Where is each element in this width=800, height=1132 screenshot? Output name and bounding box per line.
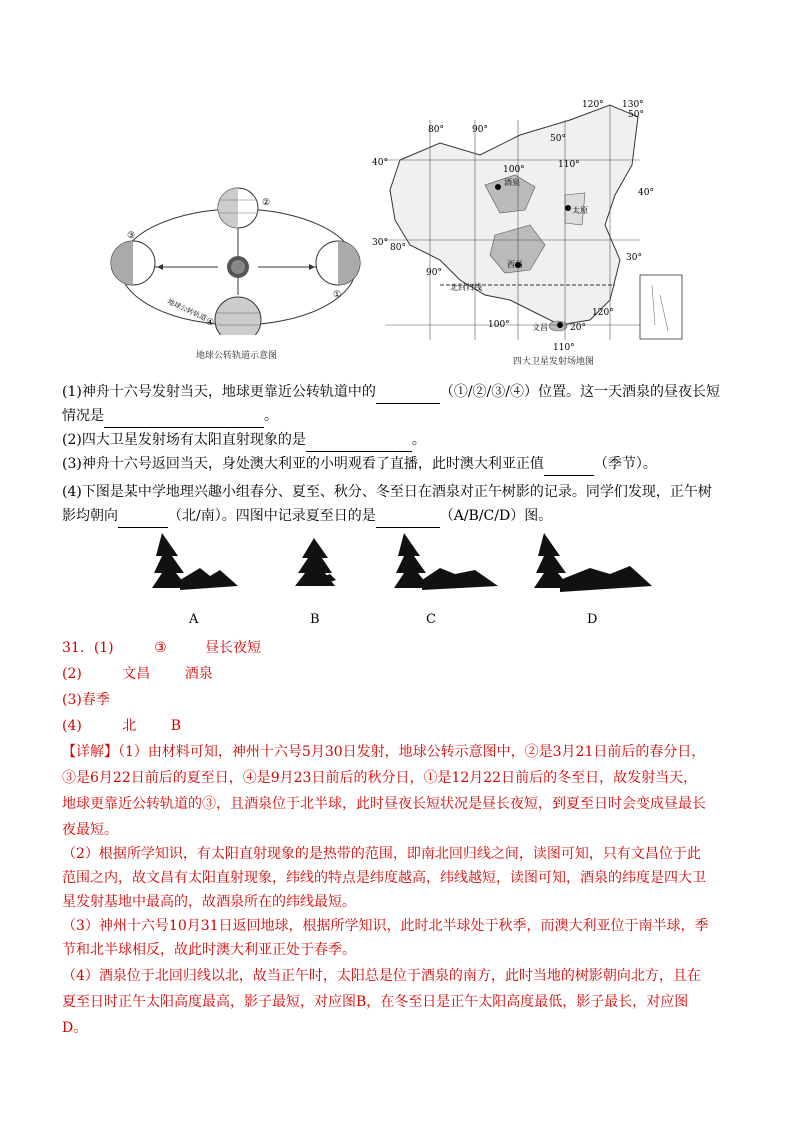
map-caption: 四大卫星发射场地图	[513, 357, 595, 367]
tree-c	[394, 533, 498, 590]
explanation-line-8: （3）神州十六号10月31日返回地球，根据所学知识，此时北半球处于秋季，而澳大利亚位于南半球，季	[62, 918, 709, 934]
q3-blank[interactable]	[544, 459, 594, 476]
earth-position-2	[218, 188, 258, 228]
answer-1-daylength: 昼长夜短	[205, 640, 262, 656]
launch-site-map	[370, 95, 700, 365]
lon-label-120-south: 120°	[592, 308, 614, 318]
q4-text-a: 影均朝向	[62, 508, 118, 524]
q4-text-b: （北/南）。四图中记录夏至日的是	[168, 508, 376, 524]
explanation-line-11: 夏至日时正午太阳高度最高，影子最短，对应图B，在冬至日是正午太阳高度最低，影子最长，对应图	[62, 994, 689, 1010]
q1-text-a: (1)神舟十六号发射当天，地球更靠近公转轨道中的	[62, 384, 376, 400]
position-label-4: ④	[206, 318, 215, 328]
answer-1-number: 31．(1)	[62, 640, 114, 656]
q2-text-a: (2)四大卫星发射场有太阳直射现象的是	[62, 432, 306, 448]
position-label-1: ①	[333, 290, 342, 300]
q3-text-b: （季节）。	[593, 456, 657, 472]
site-label-jiuquan: 酒泉	[504, 178, 520, 187]
q1-blank-daylength[interactable]	[104, 411, 264, 428]
explanation-line-12: D。	[62, 1020, 88, 1036]
lat-label-50-east: 50°	[628, 110, 644, 120]
explanation-line-4: 夜最短。	[62, 822, 118, 838]
lon-label-100-south: 100°	[488, 320, 510, 330]
explanation-line-2: ③是6月22日前后的夏至日，④是9月23日前后的秋分日，①是12月22日前后的冬至日，故发射当天，	[62, 770, 698, 786]
tree-label-b: B	[310, 612, 320, 627]
lon-label-120: 120°	[582, 100, 604, 110]
question-4-line-1: (4)下图是某中学地理兴趣小组春分、夏至、秋分、冬至日在酒泉对正午树影的记录。同学们发现，正午树	[62, 484, 712, 500]
south-china-sea-inset	[640, 275, 682, 339]
orbit-caption: 地球公转轨道示意图	[196, 351, 278, 361]
explanation-line-1: 【详解】（1）由材料可知，神州十六号5月30日发射，地球公转示意图中，②是3月21日前后的春分日，	[62, 744, 706, 760]
lat-label-30: 30°	[372, 238, 388, 248]
earth-position-4	[215, 297, 261, 335]
tree-shadow-figure	[140, 528, 660, 608]
lat-label-20: 20°	[570, 323, 586, 333]
question-1-line-2	[62, 404, 278, 428]
earth-position-3	[111, 241, 155, 285]
q1-text-b: （①/②/③/④）位置。这一天酒泉的昼夜长短	[439, 384, 720, 400]
tree-label-d: D	[587, 612, 598, 627]
question-1-line-1	[62, 380, 720, 404]
lon-label-90-south: 90°	[426, 268, 442, 278]
answer-4-value-2: B	[170, 718, 182, 734]
tree-label-a: A	[189, 612, 199, 627]
q4-blank-direction[interactable]	[118, 511, 168, 528]
answer-2-value-2: 酒泉	[184, 666, 213, 682]
answer-4-number: (4)	[62, 718, 82, 734]
q2-blank[interactable]	[306, 435, 412, 452]
explanation-line-9: 节和北半球相反，故此时澳大利亚正处于春季。	[62, 942, 356, 958]
explanation-line-6: 范围之内，故文昌有太阳直射现象，纬线的特点是纬度越高，纬线越短，读图可知，酒泉的纬度是四大卫	[62, 870, 706, 886]
lon-label-80-south: 80°	[390, 243, 406, 253]
site-label-taiyuan: 太原	[572, 206, 588, 215]
lon-label-130: 130°	[622, 100, 644, 110]
answer-4	[62, 714, 181, 738]
lon-label-110-south: 110°	[553, 343, 575, 353]
answer-4-value-1: 北	[122, 718, 137, 734]
q2-text-b: 。	[411, 432, 426, 448]
lon-label-80: 80°	[428, 125, 444, 135]
tree-label-c: C	[426, 612, 436, 627]
lon-label-90: 90°	[472, 125, 488, 135]
question-4-line-2	[62, 504, 552, 528]
lat-label-50: 50°	[550, 134, 566, 144]
explanation-line-10: （4）酒泉位于北回归线以北，故当正午时，太阳总是位于酒泉的南方，此时当地的树影朝向北方，且在	[62, 968, 701, 984]
site-label-wenchang: 文昌	[532, 323, 548, 332]
orbit-label: 地球公转轨道	[166, 297, 208, 323]
answer-2	[62, 662, 213, 686]
lat-label-30-east: 30°	[626, 253, 642, 263]
answer-2-value-1: 文昌	[122, 666, 151, 682]
q4-blank-figure[interactable]	[376, 511, 440, 528]
position-label-3: ③	[127, 231, 136, 241]
q3-text-a: (3)神舟十六号返回当天，身处澳大利亚的小明观看了直播，此时澳大利亚正值	[62, 456, 544, 472]
answer-3: (3)春季	[62, 692, 110, 708]
q1-text-d: 。	[264, 408, 278, 424]
tree-d	[534, 533, 652, 592]
answer-1	[62, 636, 261, 660]
question-3	[62, 452, 657, 476]
site-label-xichang: 西昌	[507, 260, 523, 269]
explanation-line-5: （2）根据所学知识，有太阳直射现象的是热带的范围，即南北回归线之间，读图可知，只有文昌位于此	[62, 846, 701, 862]
q4-text-c: （A/B/C/D）图。	[439, 508, 553, 524]
earth-position-1	[316, 241, 360, 285]
explanation-line-3: 地球更靠近公转轨道的③，且酒泉位于北半球，此时昼夜长短状况是昼长夜短，到夏至日时会变成昼最长	[62, 796, 706, 812]
orbit-diagram	[105, 175, 375, 335]
tropic-label: 北回归线	[450, 283, 482, 292]
question-2	[62, 428, 426, 452]
tree-a	[152, 533, 238, 590]
lat-label-40: 40°	[372, 158, 388, 168]
lon-label-100: 100°	[503, 165, 525, 175]
q1-blank-position[interactable]	[376, 387, 440, 404]
position-label-2: ②	[262, 198, 271, 208]
lat-label-40-east: 40°	[638, 188, 654, 198]
answer-1-position: ③	[154, 640, 167, 656]
answer-2-number: (2)	[62, 666, 82, 682]
q1-text-c: 情况是	[62, 408, 104, 424]
lon-label-110: 110°	[558, 160, 580, 170]
tree-b	[295, 538, 336, 586]
explanation-line-7: 星发射基地中最高的，故酒泉所在的纬线最短。	[62, 894, 356, 910]
